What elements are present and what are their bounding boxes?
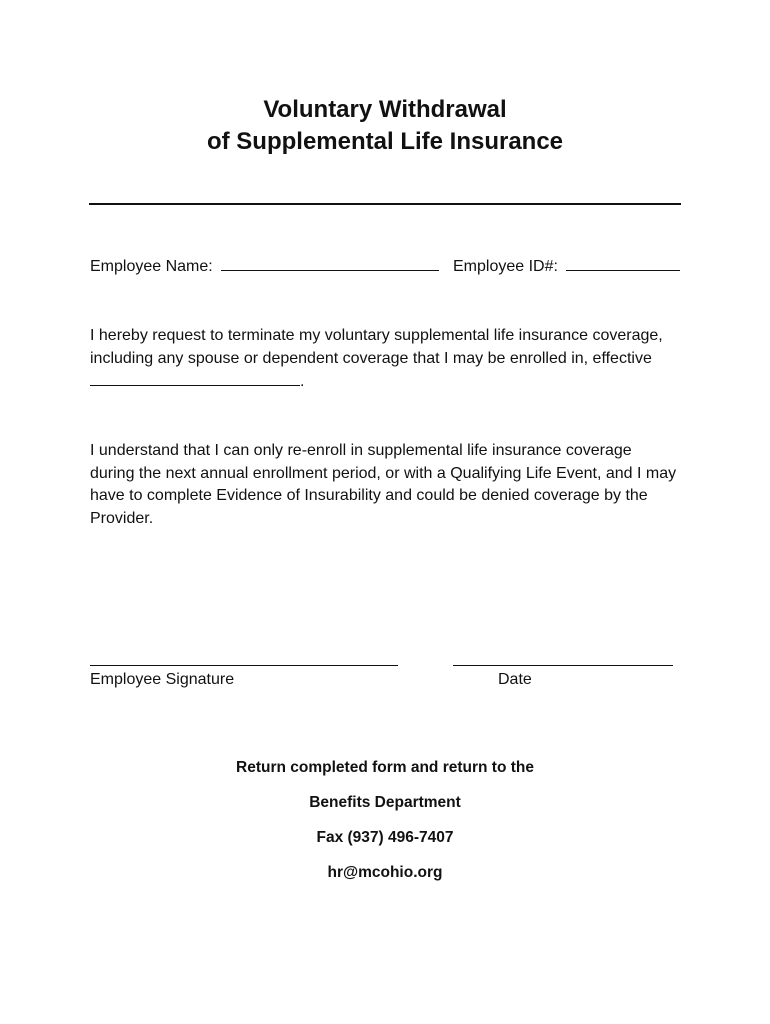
employee-name-field[interactable] — [221, 256, 439, 271]
employee-name-label: Employee Name: — [90, 258, 213, 275]
employee-id-row — [453, 256, 680, 278]
understand-text: I understand that I can only re-enroll in supplemental life insurance coverage during the next annual enrollment period, or with a Qualifying Life Event, and I may have to complete Evidence of Insurability and could be denied coverage by the Provider. — [90, 442, 677, 527]
request-paragraph — [90, 325, 680, 394]
fax-number: Fax (937) 496-7407 — [316, 829, 454, 846]
signature-label: Employee Signature — [90, 671, 235, 688]
request-end: . — [300, 373, 305, 390]
employee-id-label: Employee ID#: — [453, 258, 558, 275]
request-text: I hereby request to terminate my voluntary supplemental life insurance coverage, including any spouse or dependent coverage that I may be enrolled in, effective — [90, 327, 663, 367]
signature-line[interactable] — [90, 665, 398, 666]
title-divider — [89, 203, 681, 205]
email-address[interactable]: hr@mcohio.org — [327, 864, 443, 881]
date-line[interactable] — [453, 665, 673, 666]
form-title-line-1: Voluntary Withdrawal — [263, 96, 507, 123]
employee-name-row — [90, 256, 439, 278]
form-title-line-2: of Supplemental Life Insurance — [206, 128, 564, 155]
understand-paragraph — [90, 440, 680, 530]
return-instruction: Return completed form and return to the — [236, 759, 534, 776]
employee-id-field[interactable] — [566, 256, 680, 271]
benefits-department: Benefits Department — [309, 794, 461, 811]
effective-date-field[interactable] — [90, 371, 300, 386]
date-label: Date — [498, 671, 532, 688]
